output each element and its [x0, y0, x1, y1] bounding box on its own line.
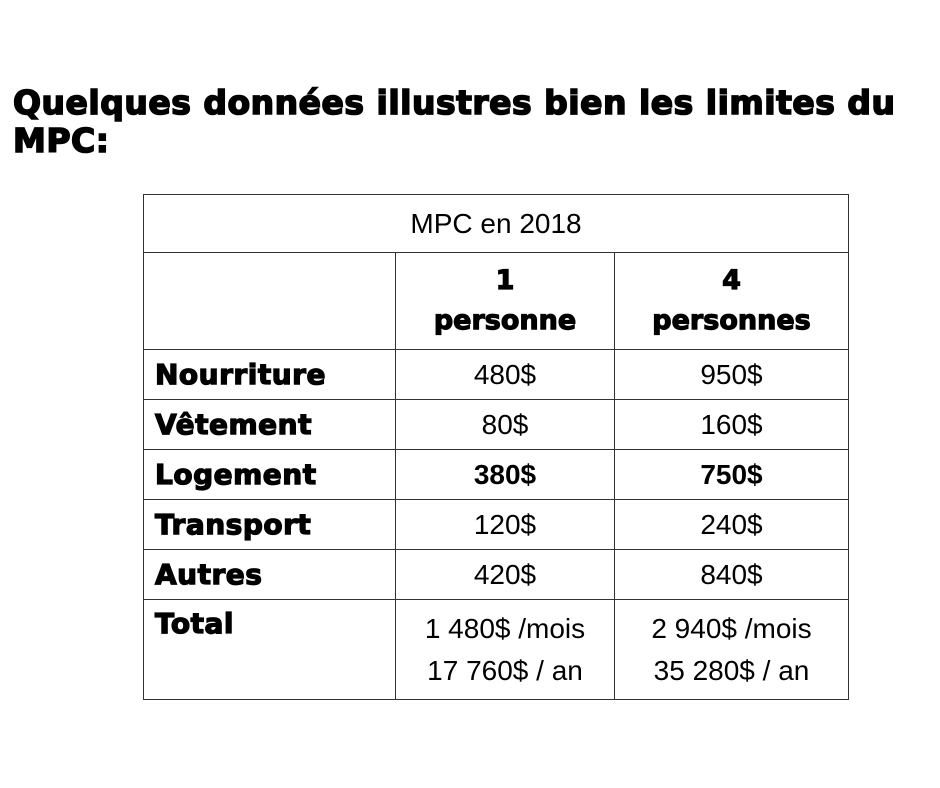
total-four-persons	[615, 600, 849, 700]
total-one-person-yearly: 17 760$ / an	[427, 654, 583, 686]
page-heading: Quelques données illustres bien les limites du MPC:	[13, 83, 896, 160]
table-row-transport	[144, 500, 849, 550]
value-four-persons: 240$	[615, 500, 849, 550]
row-label: Logement	[144, 450, 396, 500]
table-row-total	[144, 600, 849, 700]
row-label: Total	[144, 600, 396, 700]
header-four-persons	[615, 253, 849, 350]
value-four-persons: 950$	[615, 350, 849, 400]
value-four-persons: 750$	[615, 450, 849, 500]
value-one-person: 120$	[396, 500, 615, 550]
total-one-person-monthly: 1 480$ /mois	[424, 612, 586, 644]
table-row-logement	[144, 450, 849, 500]
row-label: Transport	[144, 500, 396, 550]
total-four-persons-yearly: 35 280$ / an	[653, 654, 810, 686]
header-one-person-count: 1	[495, 265, 515, 296]
header-four-persons-label: personnes	[652, 305, 811, 336]
header-one-person-label: personne	[433, 305, 577, 336]
table-row-vetement	[144, 400, 849, 450]
value-one-person: 480$	[396, 350, 615, 400]
value-four-persons: 160$	[615, 400, 849, 450]
value-one-person: 80$	[396, 400, 615, 450]
table-header-row	[144, 253, 849, 350]
total-four-persons-monthly: 2 940$ /mois	[651, 612, 812, 644]
table-caption: MPC en 2018	[144, 195, 849, 253]
mpc-table	[143, 194, 849, 700]
value-four-persons: 840$	[615, 550, 849, 600]
header-four-persons-count: 4	[722, 265, 741, 296]
row-label: Vêtement	[144, 400, 396, 450]
table-caption-row	[144, 195, 849, 253]
row-label: Nourriture	[144, 350, 396, 400]
row-label: Autres	[144, 550, 396, 600]
header-one-person	[396, 253, 615, 350]
table-row-autres	[144, 550, 849, 600]
header-empty-cell	[144, 253, 396, 350]
table-row-nourriture	[144, 350, 849, 400]
value-one-person: 380$	[396, 450, 615, 500]
total-one-person	[396, 600, 615, 700]
value-one-person: 420$	[396, 550, 615, 600]
